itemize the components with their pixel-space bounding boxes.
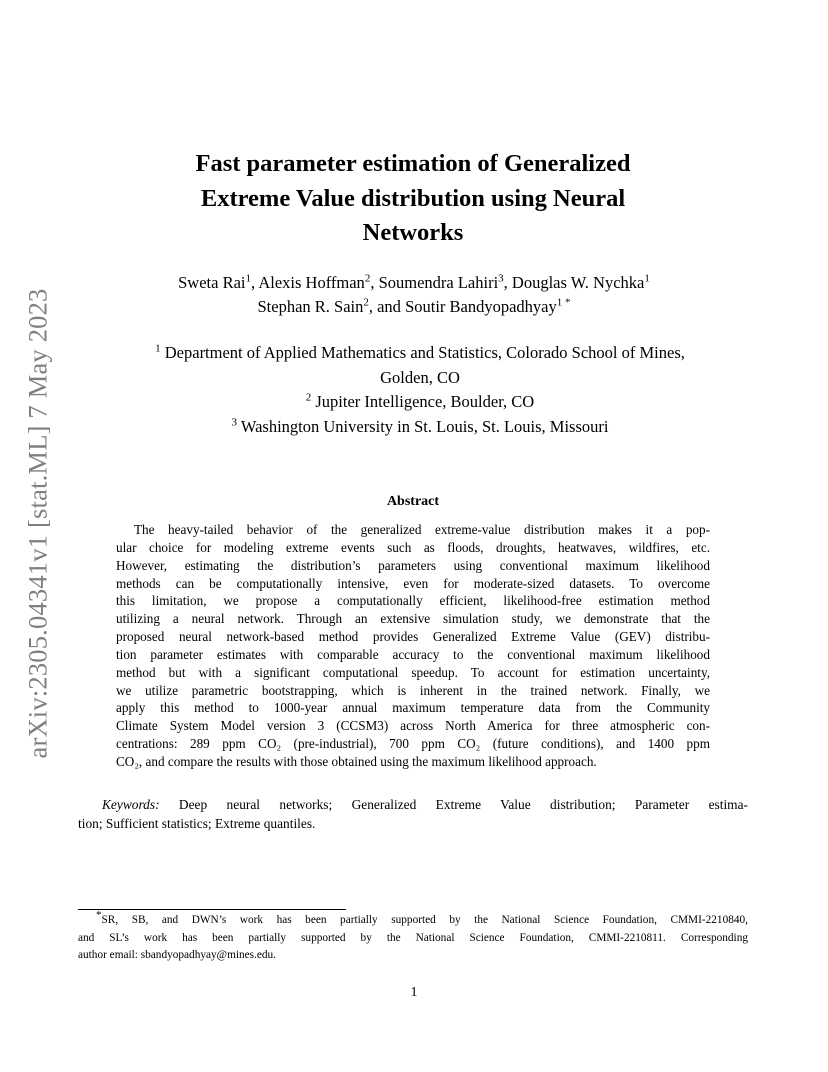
author-separator: , — [370, 273, 379, 292]
abstract-line: tion parameter estimates with comparable accuracy to the conventional maximum likelihood — [116, 646, 710, 662]
title-line: Networks — [362, 219, 464, 246]
abstract-line: proposed neural network-based method provides Generalized Extreme Value (GEV) distribu- — [116, 629, 710, 645]
author-list — [80, 271, 748, 319]
page-number: 1 — [410, 985, 418, 1000]
author-affiliation-mark: 1 * — [556, 296, 571, 309]
affiliation-line — [80, 341, 760, 366]
author-name: Douglas W. Nychka — [511, 273, 645, 292]
author-name: Soumendra Lahiri — [378, 273, 499, 292]
abstract-line: this limitation, we propose a computationally efficient, likelihood-free estimation method — [116, 593, 710, 609]
abstract-line: method but with a significant computational speedup. To account for estimation uncertainty, — [116, 664, 710, 680]
affiliation-line — [80, 366, 760, 391]
title-line: Extreme Value distribution using Neural — [200, 184, 626, 212]
footnote — [78, 909, 748, 965]
footnote-line — [78, 909, 748, 930]
abstract-line: centrations: 289 ppm CO₂ (pre-industrial), 700 ppm CO₂ (future conditions), and 1400 ppm — [116, 736, 710, 752]
keywords-text: Deep neural networks; Generalized Extreme Value distribution; Parameter estima- — [178, 797, 748, 812]
author-affiliation-mark: 2 — [363, 296, 369, 309]
affiliation-list — [80, 341, 760, 439]
abstract-line: apply this method to 1000-year annual maximum temperature data from the Community — [116, 700, 710, 716]
author-name: Soutir Bandyopadhyay — [405, 297, 557, 316]
author-separator: , — [503, 273, 512, 292]
affiliation-number: 1 — [155, 342, 161, 355]
footnote-line: and SL’s work has been partially supported by the National Science Foundation, CMMI-2210811. Corresponding — [78, 931, 748, 944]
footnote-mark: * — [96, 909, 102, 922]
abstract-line: CO₂, and compare the results with those obtained using the maximum likelihood approach. — [116, 753, 597, 769]
keywords-label: Keywords: — [102, 797, 160, 812]
abstract-body — [116, 521, 710, 771]
abstract-line: ular choice for modeling extreme events such as floods, droughts, heatwaves, wildfires, etc. — [116, 539, 710, 555]
abstract-line: utilizing a neural network. Through an extensive simulation study, we demonstrate that the — [116, 611, 710, 627]
footnote-rule — [78, 909, 346, 910]
affiliation-number: 2 — [305, 391, 312, 404]
footnote-text: SR, SB, and DWN’s work has been partially supported by the National Science Foundation, CMMI-2210840, — [101, 914, 748, 926]
author-affiliation-mark: 1 — [644, 272, 650, 285]
abstract-line: The heavy-tailed behavior of the generalized extreme-value distribution makes it a pop- — [134, 522, 710, 537]
author-affiliation-mark: 3 — [498, 272, 504, 285]
keywords-paragraph — [78, 795, 748, 833]
author-name: Sweta Rai — [178, 273, 246, 292]
paper-title — [96, 147, 730, 251]
title-line: Fast parameter estimation of Generalized — [195, 150, 631, 177]
abstract-line: we utilize parametric bootstrapping, which is inherent in the trained network. Finally, we — [116, 682, 710, 698]
affiliation-text: Golden, CO — [380, 367, 460, 387]
keywords-line — [78, 795, 748, 814]
abstract-line: Climate System Model version 3 (CCSM3) across North America for three atmospheric con- — [116, 718, 710, 734]
affiliation-text: Washington University in St. Louis, St. Louis, Missouri — [240, 416, 609, 436]
author-separator: , and — [368, 297, 406, 316]
keywords-line: tion; Sufficient statistics; Extreme quantiles. — [78, 816, 316, 831]
abstract-line: However, estimating the distribution’s parameters using conventional maximum likelihood — [116, 557, 710, 573]
author-name: Stephan R. Sain — [257, 297, 364, 316]
affiliation-text: Department of Applied Mathematics and Statistics, Colorado School of Mines, — [164, 343, 685, 362]
affiliation-line — [80, 390, 760, 415]
affiliation-number: 3 — [231, 416, 237, 428]
author-line — [80, 295, 748, 319]
arxiv-identifier-stamp — [8, 283, 68, 763]
affiliation-text: Jupiter Intelligence, Boulder, CO — [315, 392, 535, 411]
arxiv-identifier-text: arXiv:2305.04341v1 [stat.ML] 7 May 2023 — [22, 287, 53, 759]
author-affiliation-mark: 2 — [364, 272, 371, 285]
affiliation-line — [80, 415, 760, 440]
abstract-line: methods can be computationally intensive, even for moderate-sized datasets. To overcome — [116, 575, 710, 591]
author-line — [80, 271, 748, 295]
author-affiliation-mark: 1 — [245, 272, 251, 285]
footnote-line: author email: sbandyopadhyay@mines.edu. — [78, 949, 277, 961]
author-name: Alexis Hoffman — [258, 273, 365, 292]
abstract-heading: Abstract — [386, 494, 440, 509]
author-separator: , — [251, 273, 259, 292]
